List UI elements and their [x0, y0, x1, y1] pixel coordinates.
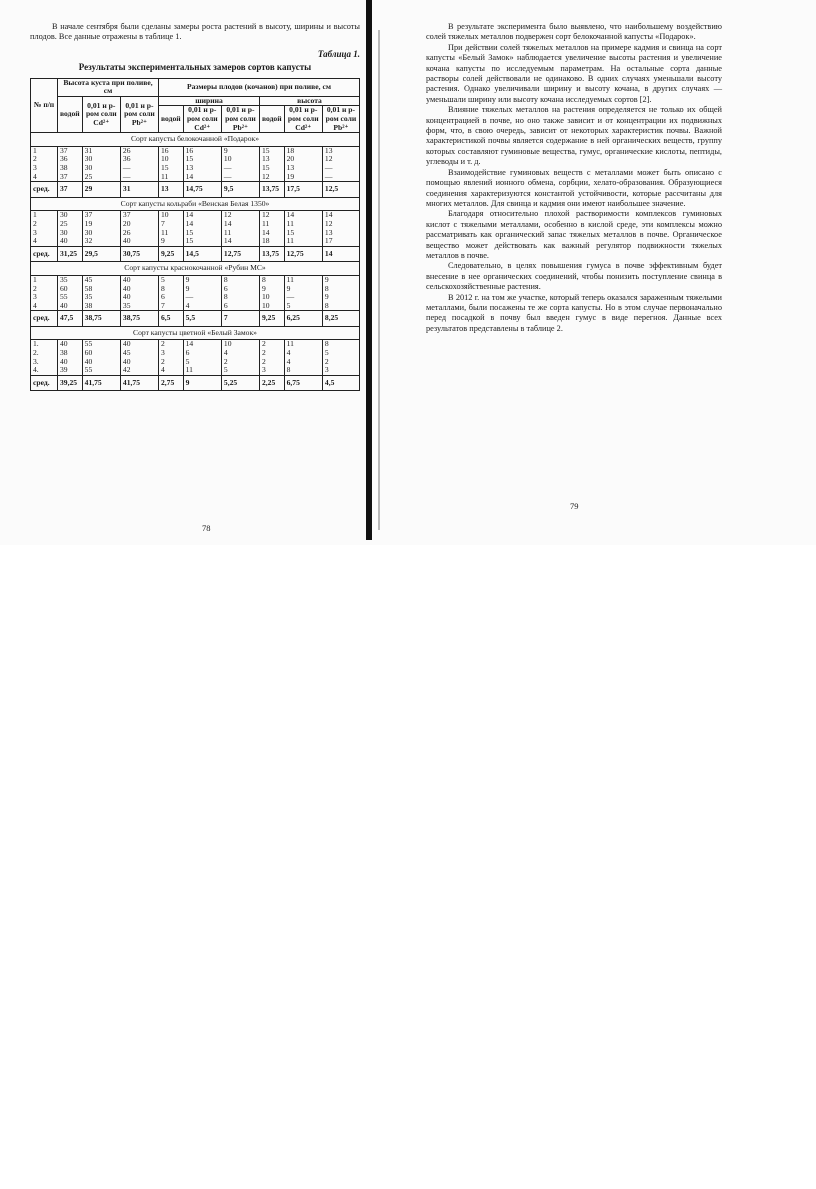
table-cell: 39: [58, 366, 83, 375]
table-cell: 15: [183, 229, 221, 238]
table-cell: 4: [183, 302, 221, 311]
table-cell: 13: [322, 146, 359, 155]
header-cd: 0,01 н р-ром соли Cd²⁺: [183, 106, 221, 133]
body-paragraph: В результате эксперимента было выявлено, что наибольшему воздействию солей тяжелых металлов подвержен сорт белокочанной капусты «Подарок».: [426, 22, 722, 42]
table-row: [31, 293, 360, 302]
table-cell: 30: [58, 211, 83, 220]
table-cell: 2: [31, 155, 58, 164]
table-cell: 25: [58, 220, 83, 229]
table-cell: 8: [221, 275, 259, 284]
table-cell: 7: [158, 302, 183, 311]
results-table: [30, 78, 360, 392]
table-cell: 2: [259, 349, 284, 358]
table-cell: —: [120, 164, 158, 173]
table-cell: 14: [221, 237, 259, 246]
table-cell: —: [322, 173, 359, 182]
header-water: водой: [58, 96, 83, 132]
table-row: [31, 229, 360, 238]
header-water: водой: [158, 106, 183, 133]
table-cell: 15: [259, 146, 284, 155]
table-cell: 40: [58, 237, 83, 246]
table-cell: 14: [221, 220, 259, 229]
table-cell: 14: [183, 173, 221, 182]
header-water: водой: [259, 106, 284, 133]
average-cell: 29: [82, 182, 120, 198]
average-cell: 5,25: [221, 375, 259, 391]
table-cell: 6: [183, 349, 221, 358]
header-bush-height: Высота куста при поливе, см: [58, 78, 159, 96]
table-cell: 12: [259, 211, 284, 220]
table-cell: 10: [221, 155, 259, 164]
average-cell: 2,75: [158, 375, 183, 391]
table-cell: —: [120, 173, 158, 182]
table-cell: 2.: [31, 349, 58, 358]
table-cell: 3: [322, 366, 359, 375]
table-cell: 26: [120, 229, 158, 238]
average-cell: 12,75: [221, 246, 259, 262]
table-cell: 60: [58, 285, 83, 294]
table-cell: 13: [183, 164, 221, 173]
page-number-right: 79: [570, 501, 579, 511]
table-cell: 58: [82, 285, 120, 294]
body-paragraph: При действии солей тяжелых металлов на примере кадмия и свинца на сорт капусты «Белый Замок» наблюдается увеличение высоты растения и увеличение кочана капусты по исследуемым параметрам. На остальные сорта данные растворы солей действовали не одинаково. В одних случаях уменьшали высоту растения. Однако увеличивали ширину и высоту кочана, в других случаях — уменьшали ширину или высоту кочана исследуемых сортов [2].: [426, 42, 722, 104]
table-row: [31, 146, 360, 155]
average-row: [31, 246, 360, 262]
table-cell: 20: [284, 155, 322, 164]
average-cell: 9,5: [221, 182, 259, 198]
table-row: [31, 302, 360, 311]
table-cell: 16: [158, 146, 183, 155]
table-row: [31, 358, 360, 367]
table-cell: 3: [31, 229, 58, 238]
table-cell: 15: [183, 237, 221, 246]
table-cell: 14: [183, 340, 221, 349]
table-cell: 17: [322, 237, 359, 246]
table-cell: 3.: [31, 358, 58, 367]
table-cell: 25: [82, 173, 120, 182]
table-cell: 5: [284, 302, 322, 311]
table-cell: 45: [120, 349, 158, 358]
table-cell: —: [221, 164, 259, 173]
average-cell: 30,75: [120, 246, 158, 262]
table-cell: 2: [158, 340, 183, 349]
table-cell: 2: [158, 358, 183, 367]
table-row: [31, 275, 360, 284]
average-cell: 14: [322, 246, 359, 262]
average-cell: 6,5: [158, 311, 183, 327]
table-cell: 30: [58, 229, 83, 238]
table-cell: 26: [120, 146, 158, 155]
average-cell: 6,75: [284, 375, 322, 391]
variety-title: Сорт капусты краснокочанной «Рубин МС»: [31, 262, 360, 276]
table-cell: 36: [120, 155, 158, 164]
table-cell: 40: [120, 358, 158, 367]
table-cell: 37: [120, 211, 158, 220]
average-cell: 31: [120, 182, 158, 198]
table-cell: 1: [31, 211, 58, 220]
table-cell: 6: [221, 285, 259, 294]
average-cell: 14,5: [183, 246, 221, 262]
table-row: [31, 164, 360, 173]
table-cell: 4: [31, 237, 58, 246]
book-gutter-line: [378, 30, 380, 530]
table-cell: 37: [82, 211, 120, 220]
table-cell: 30: [82, 155, 120, 164]
table-cell: 1.: [31, 340, 58, 349]
table-cell: 16: [183, 146, 221, 155]
variety-title: Сорт капусты белокочанной «Подарок»: [31, 133, 360, 147]
table-cell: 55: [58, 293, 83, 302]
table-cell: 14: [183, 220, 221, 229]
table-cell: 11: [284, 275, 322, 284]
table-cell: 19: [82, 220, 120, 229]
header-cd: 0,01 н р-ром соли Cd²⁺: [284, 106, 322, 133]
average-cell: 41,75: [82, 375, 120, 391]
table-cell: 60: [82, 349, 120, 358]
table-cell: 19: [284, 173, 322, 182]
table-cell: 4: [284, 358, 322, 367]
table-cell: 1: [31, 275, 58, 284]
header-pb: 0,01 н р-ром соли Pb²⁺: [322, 106, 359, 133]
table-cell: 14: [183, 211, 221, 220]
table-cell: 12: [322, 155, 359, 164]
table-cell: 2: [259, 340, 284, 349]
table-cell: 9: [221, 146, 259, 155]
table-cell: 9: [322, 275, 359, 284]
average-cell: 9: [183, 375, 221, 391]
table-cell: 2: [259, 358, 284, 367]
average-cell: 8,25: [322, 311, 359, 327]
table-row: [31, 173, 360, 182]
book-spread: [0, 0, 816, 545]
table-row: [31, 366, 360, 375]
table-cell: 8: [322, 285, 359, 294]
average-cell: 38,75: [120, 311, 158, 327]
book-gutter-shadow: [366, 0, 372, 540]
table-cell: 35: [58, 275, 83, 284]
header-pb: 0,01 н р-ром соли Pb²⁺: [221, 106, 259, 133]
table-cell: 5: [183, 358, 221, 367]
average-row: [31, 311, 360, 327]
table-cell: 8: [284, 366, 322, 375]
table-row: [31, 220, 360, 229]
table-cell: 42: [120, 366, 158, 375]
table-cell: 3: [31, 164, 58, 173]
table-cell: 9: [259, 285, 284, 294]
table-cell: 8: [259, 275, 284, 284]
table-cell: 37: [58, 173, 83, 182]
table-cell: 2: [31, 285, 58, 294]
table-cell: 10: [259, 293, 284, 302]
table-cell: 40: [120, 340, 158, 349]
table-cell: 11: [259, 220, 284, 229]
table-cell: —: [183, 293, 221, 302]
table-cell: 2: [221, 358, 259, 367]
average-cell: 38,75: [82, 311, 120, 327]
table-cell: 12: [322, 220, 359, 229]
table-cell: 40: [58, 302, 83, 311]
table-cell: 55: [82, 366, 120, 375]
table-cell: 13: [284, 164, 322, 173]
average-cell: 47,5: [58, 311, 83, 327]
table-cell: 3: [259, 366, 284, 375]
table-cell: 38: [82, 302, 120, 311]
table-cell: 8: [221, 293, 259, 302]
table-cell: 8: [322, 302, 359, 311]
table-cell: 30: [82, 164, 120, 173]
table-cell: 20: [120, 220, 158, 229]
average-cell: сред.: [31, 182, 58, 198]
table-cell: 31: [82, 146, 120, 155]
table-cell: —: [284, 293, 322, 302]
table-title: Результаты экспериментальных замеров сортов капусты: [78, 62, 312, 73]
table-row: [31, 349, 360, 358]
header-width: ширина: [158, 96, 259, 106]
table-cell: 35: [120, 302, 158, 311]
variety-header-row: [31, 197, 360, 211]
table-cell: 10: [221, 340, 259, 349]
table-cell: 40: [58, 358, 83, 367]
table-row: [31, 237, 360, 246]
header-pb: 0,01 н р-ром соли Pb²⁺: [120, 96, 158, 132]
table-cell: 11: [183, 366, 221, 375]
variety-header-row: [31, 326, 360, 340]
table-cell: 4: [158, 366, 183, 375]
table-label: Таблица 1.: [317, 48, 360, 59]
body-paragraph: Взаимодействие гуминовых веществ с металлами может быть описано с помощью явлений ионного обмена, сорбции, хелато-образования. Образующиеся соединения характеризуются константой устойчивости, которые рассчитаны для многих металлов. Для свинца и кадмия они имеют наибольшее значение.: [426, 167, 722, 208]
average-cell: 7: [221, 311, 259, 327]
table-row: [31, 155, 360, 164]
average-cell: 13,75: [259, 182, 284, 198]
table-row: [31, 211, 360, 220]
table-cell: 11: [158, 173, 183, 182]
variety-header-row: [31, 133, 360, 147]
table-cell: 35: [82, 293, 120, 302]
table-cell: 2: [31, 220, 58, 229]
table-cell: 9: [158, 237, 183, 246]
table-cell: 40: [120, 237, 158, 246]
table-cell: 55: [82, 340, 120, 349]
table-cell: 11: [284, 237, 322, 246]
table-cell: 30: [82, 229, 120, 238]
average-cell: 12,75: [284, 246, 322, 262]
average-cell: сред.: [31, 375, 58, 391]
table-cell: 18: [259, 237, 284, 246]
table-cell: 18: [284, 146, 322, 155]
table-cell: 32: [82, 237, 120, 246]
average-row: [31, 182, 360, 198]
table-cell: 38: [58, 349, 83, 358]
table-cell: 14: [322, 211, 359, 220]
table-cell: 37: [58, 146, 83, 155]
table-cell: 6: [221, 302, 259, 311]
table-cell: 1: [31, 146, 58, 155]
average-cell: 2,25: [259, 375, 284, 391]
table-cell: 14: [284, 211, 322, 220]
table-cell: 12: [259, 173, 284, 182]
variety-header-row: [31, 262, 360, 276]
left-page: [30, 22, 360, 533]
average-cell: 9,25: [259, 311, 284, 327]
table-cell: —: [322, 164, 359, 173]
table-cell: 4: [284, 349, 322, 358]
variety-title: Сорт капусты цветной «Белый Замок»: [31, 326, 360, 340]
average-cell: 6,25: [284, 311, 322, 327]
average-cell: 4,5: [322, 375, 359, 391]
average-cell: 29,5: [82, 246, 120, 262]
table-cell: 15: [284, 229, 322, 238]
table-cell: 40: [120, 275, 158, 284]
table-cell: 14: [259, 229, 284, 238]
table-cell: 3: [158, 349, 183, 358]
table-cell: 4: [221, 349, 259, 358]
table-cell: 10: [259, 302, 284, 311]
body-paragraph: В 2012 г. на том же участке, который теперь оказался зараженным тяжелыми металлами, были посажены те же сорта капусты. Но в этом случае первоначально перед посадкой в почву был введен гумус в виде перегноя. Данные всех результатов представлены в таблице 2.: [426, 292, 722, 333]
table-cell: 11: [158, 229, 183, 238]
table-cell: 10: [158, 155, 183, 164]
table-cell: 8: [158, 285, 183, 294]
average-cell: 9,25: [158, 246, 183, 262]
table-cell: 9: [183, 285, 221, 294]
table-cell: 38: [58, 164, 83, 173]
table-cell: 5: [221, 366, 259, 375]
table-cell: 11: [284, 220, 322, 229]
page-number-left: 78: [202, 523, 211, 533]
average-cell: 14,75: [183, 182, 221, 198]
body-paragraph: Следовательно, в целях повышения гумуса в почве эффективным будет внесение в нее органических соединений, чтобы понизить поступление свинца в сельскохозяйственные растения.: [426, 261, 722, 292]
table-cell: 8: [322, 340, 359, 349]
table-cell: 15: [259, 164, 284, 173]
table-cell: 10: [158, 211, 183, 220]
variety-title: Сорт капусты кольраби «Венская Белая 1350»: [31, 197, 360, 211]
table-cell: 40: [120, 293, 158, 302]
body-paragraph: Благодаря относительно плохой растворимости комплексов гуминовых кислот с тяжелыми металлами, особенно в кислой среде, эти комплексы можно рассматривать как органический запас тяжелых металлов в почве. Органическое вещество может действовать как важный регулятор подвижности тяжелых металлов в почве.: [426, 209, 722, 260]
table-cell: —: [221, 173, 259, 182]
average-cell: 31,25: [58, 246, 83, 262]
table-cell: 12: [221, 211, 259, 220]
average-cell: сред.: [31, 246, 58, 262]
table-row: [31, 340, 360, 349]
table-cell: 13: [322, 229, 359, 238]
table-cell: 11: [221, 229, 259, 238]
header-cd: 0,01 н р-ром соли Cd²⁺: [82, 96, 120, 132]
average-cell: 12,5: [322, 182, 359, 198]
table-cell: 2: [322, 358, 359, 367]
table-row: [31, 285, 360, 294]
average-cell: 5,5: [183, 311, 221, 327]
right-page: [426, 22, 722, 334]
average-cell: 13: [158, 182, 183, 198]
right-page-text: [426, 22, 722, 334]
table-cell: 9: [284, 285, 322, 294]
average-cell: 13,75: [259, 246, 284, 262]
table-cell: 5: [322, 349, 359, 358]
table-cell: 15: [158, 164, 183, 173]
table-cell: 6: [158, 293, 183, 302]
table-cell: 4: [31, 302, 58, 311]
table-cell: 9: [183, 275, 221, 284]
average-cell: 37: [58, 182, 83, 198]
table-cell: 45: [82, 275, 120, 284]
average-cell: 41,75: [120, 375, 158, 391]
table-cell: 7: [158, 220, 183, 229]
table-cell: 11: [284, 340, 322, 349]
table-cell: 4: [31, 173, 58, 182]
table-cell: 15: [183, 155, 221, 164]
average-row: [31, 375, 360, 391]
header-height: высота: [259, 96, 359, 106]
table-cell: 5: [158, 275, 183, 284]
body-paragraph: Влияние тяжелых металлов на растения определяется не только их общей концентрацией в почве, но оно также зависит и от концентрации их подвижных форм, что, в свою очередь, зависит от некоторых характеристик почвы. Важной характеристикой почвы является содержание в ней органических веществ, группу которых составляют гуминовые вещества, гумус, органические кислоты, пептиды, углеводы и т. д.: [426, 105, 722, 167]
table-cell: 40: [120, 285, 158, 294]
average-cell: 17,5: [284, 182, 322, 198]
table-cell: 3: [31, 293, 58, 302]
table-cell: 40: [58, 340, 83, 349]
table-cell: 9: [322, 293, 359, 302]
average-cell: сред.: [31, 311, 58, 327]
table-cell: 36: [58, 155, 83, 164]
table-cell: 13: [259, 155, 284, 164]
header-fruit-size: Размеры плодов (кочанов) при поливе, см: [158, 78, 359, 96]
average-cell: 39,25: [58, 375, 83, 391]
table-cell: 40: [82, 358, 120, 367]
table-cell: 4.: [31, 366, 58, 375]
header-num: № п/п: [31, 78, 58, 133]
table-body: [31, 133, 360, 391]
intro-paragraph: В начале сентября были сделаны замеры роста растений в высоту, ширины и высоты плодов. Все данные отражены в таблице 1.: [30, 22, 360, 42]
